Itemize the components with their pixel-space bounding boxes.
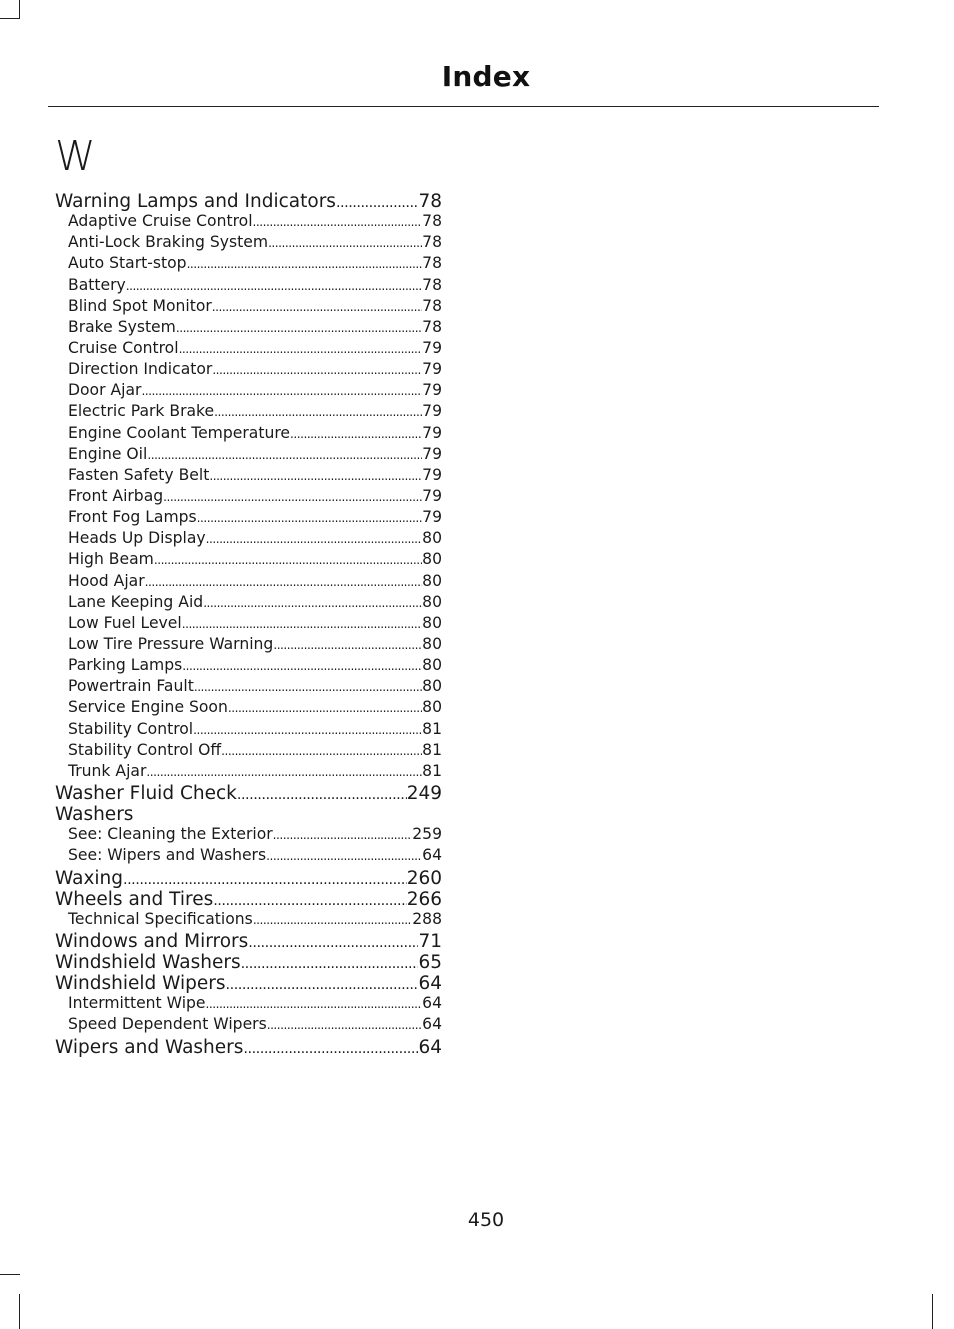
entry-page-number: 64 xyxy=(422,994,442,1013)
index-entry xyxy=(55,1037,442,1058)
dot-leader xyxy=(146,762,422,780)
entry-page-number: 79 xyxy=(422,508,442,527)
index-subentry xyxy=(55,508,442,529)
dot-leader xyxy=(267,1015,422,1033)
entry-label: Waxing xyxy=(55,867,124,889)
index-entry xyxy=(55,952,442,973)
index-entry xyxy=(55,804,442,825)
entry-label: Electric Park Brake xyxy=(68,402,215,421)
index-subentry xyxy=(55,572,442,593)
index-subentry xyxy=(55,466,442,487)
entry-page-number: 260 xyxy=(406,867,442,889)
index-subentry xyxy=(55,381,442,402)
entry-label: Blind Spot Monitor xyxy=(68,296,212,315)
entry-page-number: 79 xyxy=(422,486,442,505)
index-subentry xyxy=(55,212,442,233)
dot-leader xyxy=(154,550,422,568)
entry-label: Stability Control Off xyxy=(68,740,222,759)
dot-leader xyxy=(212,297,422,315)
index-subentry xyxy=(55,487,442,508)
index-entry-list xyxy=(55,191,442,1058)
entry-page-number: 80 xyxy=(422,634,442,653)
entry-page-number: 78 xyxy=(422,254,442,273)
dot-leader xyxy=(197,508,422,526)
crop-mark-bottom-right-vertical xyxy=(932,1294,933,1329)
entry-label: See: Wipers and Washers xyxy=(68,846,267,865)
dot-leader xyxy=(243,1037,418,1058)
entry-page-number: 81 xyxy=(422,761,442,780)
entry-label: Service Engine Soon xyxy=(68,698,228,717)
entry-page-number: 259 xyxy=(412,825,442,844)
entry-page-number: 79 xyxy=(422,423,442,442)
entry-label: Windows and Mirrors xyxy=(55,930,249,952)
entry-page-number: 79 xyxy=(422,381,442,400)
dot-leader xyxy=(213,889,406,910)
entry-label: Parking Lamps xyxy=(68,656,183,675)
index-subentry xyxy=(55,402,442,423)
index-entry xyxy=(55,783,442,804)
dot-leader xyxy=(209,466,422,484)
entry-label: Anti-Lock Braking System xyxy=(68,233,269,252)
dot-leader xyxy=(290,424,422,442)
entry-label: Low Tire Pressure Warning xyxy=(68,634,274,653)
entry-page-number: 79 xyxy=(422,360,442,379)
entry-page-number: 79 xyxy=(422,338,442,357)
dot-leader xyxy=(228,698,422,716)
entry-page-number: 80 xyxy=(422,656,442,675)
dot-leader xyxy=(147,445,422,463)
crop-mark-top-left-vertical xyxy=(19,0,20,18)
entry-label: Windshield Washers xyxy=(55,952,241,974)
dot-leader xyxy=(126,276,422,294)
dot-leader xyxy=(193,720,422,738)
dot-leader xyxy=(226,973,419,994)
index-subentry xyxy=(55,698,442,719)
index-entry xyxy=(55,191,442,212)
entry-page-number: 64 xyxy=(422,846,442,865)
index-entry xyxy=(55,973,442,994)
entry-label: Heads Up Display xyxy=(68,529,206,548)
dot-leader xyxy=(203,593,422,611)
index-subentry xyxy=(55,550,442,571)
index-entry xyxy=(55,868,442,889)
dot-leader xyxy=(179,339,423,357)
dot-leader xyxy=(145,572,423,590)
page-number: 450 xyxy=(467,1209,505,1231)
entry-page-number: 288 xyxy=(412,909,442,928)
crop-mark-top-left-horizontal xyxy=(0,18,20,19)
dot-leader xyxy=(182,656,422,674)
index-subentry xyxy=(55,254,442,275)
dot-leader xyxy=(336,191,419,212)
index-subentry xyxy=(55,233,442,254)
dot-leader xyxy=(266,846,422,864)
dot-leader xyxy=(237,783,407,804)
entry-label: Windshield Wipers xyxy=(55,973,226,995)
header-divider xyxy=(48,106,879,107)
entry-label: Door Ajar xyxy=(68,381,142,400)
entry-label: Wipers and Washers xyxy=(55,1036,244,1058)
index-subentry xyxy=(55,1015,442,1036)
entry-page-number: 81 xyxy=(422,740,442,759)
index-subentry xyxy=(55,635,442,656)
index-subentry xyxy=(55,339,442,360)
entry-label: Intermittent Wipe xyxy=(68,994,206,1013)
entry-page-number: 79 xyxy=(422,465,442,484)
entry-page-number: 64 xyxy=(418,1036,442,1058)
entry-label: Warning Lamps and Indicators xyxy=(55,191,336,212)
index-subentry xyxy=(55,529,442,550)
dot-leader xyxy=(182,614,422,632)
entry-page-number: 78 xyxy=(422,233,442,252)
entry-page-number: 80 xyxy=(422,550,442,569)
entry-label: Lane Keeping Aid xyxy=(68,592,204,611)
dot-leader xyxy=(273,635,422,653)
entry-label: Auto Start-stop xyxy=(68,254,187,273)
entry-label: Speed Dependent Wipers xyxy=(68,1015,267,1034)
dot-leader xyxy=(221,741,422,759)
entry-label: Stability Control xyxy=(68,719,194,738)
dot-leader xyxy=(268,233,422,251)
entry-label: Battery xyxy=(68,275,126,294)
index-subentry xyxy=(55,741,442,762)
entry-page-number: 79 xyxy=(422,444,442,463)
entry-page-number: 65 xyxy=(418,952,442,974)
dot-leader xyxy=(123,868,407,889)
entry-label: Washers xyxy=(55,804,134,826)
entry-page-number: 249 xyxy=(406,782,442,804)
entry-label: Powertrain Fault xyxy=(68,677,194,696)
index-subentry xyxy=(55,910,442,931)
dot-leader xyxy=(253,212,423,230)
entry-page-number: 71 xyxy=(418,930,442,952)
entry-page-number: 80 xyxy=(422,677,442,696)
dot-leader xyxy=(176,318,422,336)
entry-page-number: 80 xyxy=(422,698,442,717)
index-entry xyxy=(55,931,442,952)
entry-page-number: 80 xyxy=(422,571,442,590)
index-subentry xyxy=(55,360,442,381)
entry-label: Hood Ajar xyxy=(68,571,145,590)
entry-page-number: 78 xyxy=(422,275,442,294)
entry-page-number: 79 xyxy=(422,402,442,421)
entry-label: Front Airbag xyxy=(68,486,164,505)
entry-label: Low Fuel Level xyxy=(68,613,182,632)
index-entry xyxy=(55,889,442,910)
entry-label: Washer Fluid Check xyxy=(55,782,237,804)
crop-mark-bottom-left-vertical xyxy=(19,1294,20,1329)
index-subentry xyxy=(55,297,442,318)
index-subentry xyxy=(55,825,442,846)
entry-page-number: 266 xyxy=(406,888,442,910)
entry-page-number: 78 xyxy=(418,191,442,212)
entry-label: Direction Indicator xyxy=(68,360,213,379)
entry-page-number: 78 xyxy=(422,212,442,231)
dot-leader xyxy=(206,529,423,547)
crop-mark-bottom-left-horizontal xyxy=(0,1274,20,1275)
dot-leader xyxy=(206,994,423,1012)
entry-page-number: 64 xyxy=(422,1015,442,1034)
entry-label: Engine Coolant Temperature xyxy=(68,423,290,442)
index-subentry xyxy=(55,424,442,445)
dot-leader xyxy=(141,381,422,399)
entry-page-number: 78 xyxy=(422,296,442,315)
dot-leader xyxy=(194,677,422,695)
index-subentry xyxy=(55,677,442,698)
entry-page-number: 64 xyxy=(418,973,442,995)
entry-label: Front Fog Lamps xyxy=(68,508,197,527)
index-subentry xyxy=(55,593,442,614)
entry-page-number: 80 xyxy=(422,613,442,632)
index-subentry xyxy=(55,994,442,1015)
entry-page-number: 80 xyxy=(422,529,442,548)
entry-label: Brake System xyxy=(68,317,176,336)
dot-leader xyxy=(163,487,422,505)
section-letter: W xyxy=(55,132,96,180)
index-subentry xyxy=(55,846,442,867)
dot-leader xyxy=(212,360,422,378)
index-subentry xyxy=(55,656,442,677)
page-title: Index xyxy=(441,60,531,93)
entry-label: Cruise Control xyxy=(68,338,179,357)
index-subentry xyxy=(55,720,442,741)
entry-label: Fasten Safety Belt xyxy=(68,465,210,484)
entry-label: See: Cleaning the Exterior xyxy=(68,825,273,844)
dot-leader xyxy=(187,254,423,272)
entry-label: High Beam xyxy=(68,550,154,569)
dot-leader xyxy=(214,402,422,420)
dot-leader xyxy=(241,952,419,973)
entry-page-number: 81 xyxy=(422,719,442,738)
dot-leader xyxy=(253,910,412,928)
entry-label: Trunk Ajar xyxy=(68,761,147,780)
index-subentry xyxy=(55,614,442,635)
entry-page-number: 78 xyxy=(422,317,442,336)
entry-page-number: 80 xyxy=(422,592,442,611)
entry-label: Engine Oil xyxy=(68,444,148,463)
index-subentry xyxy=(55,318,442,339)
index-subentry xyxy=(55,762,442,783)
index-subentry xyxy=(55,445,442,466)
entry-label: Wheels and Tires xyxy=(55,888,214,910)
dot-leader xyxy=(248,931,418,952)
dot-leader xyxy=(273,825,413,843)
entry-label: Technical Specifications xyxy=(68,909,253,928)
index-subentry xyxy=(55,276,442,297)
entry-label: Adaptive Cruise Control xyxy=(68,212,253,231)
